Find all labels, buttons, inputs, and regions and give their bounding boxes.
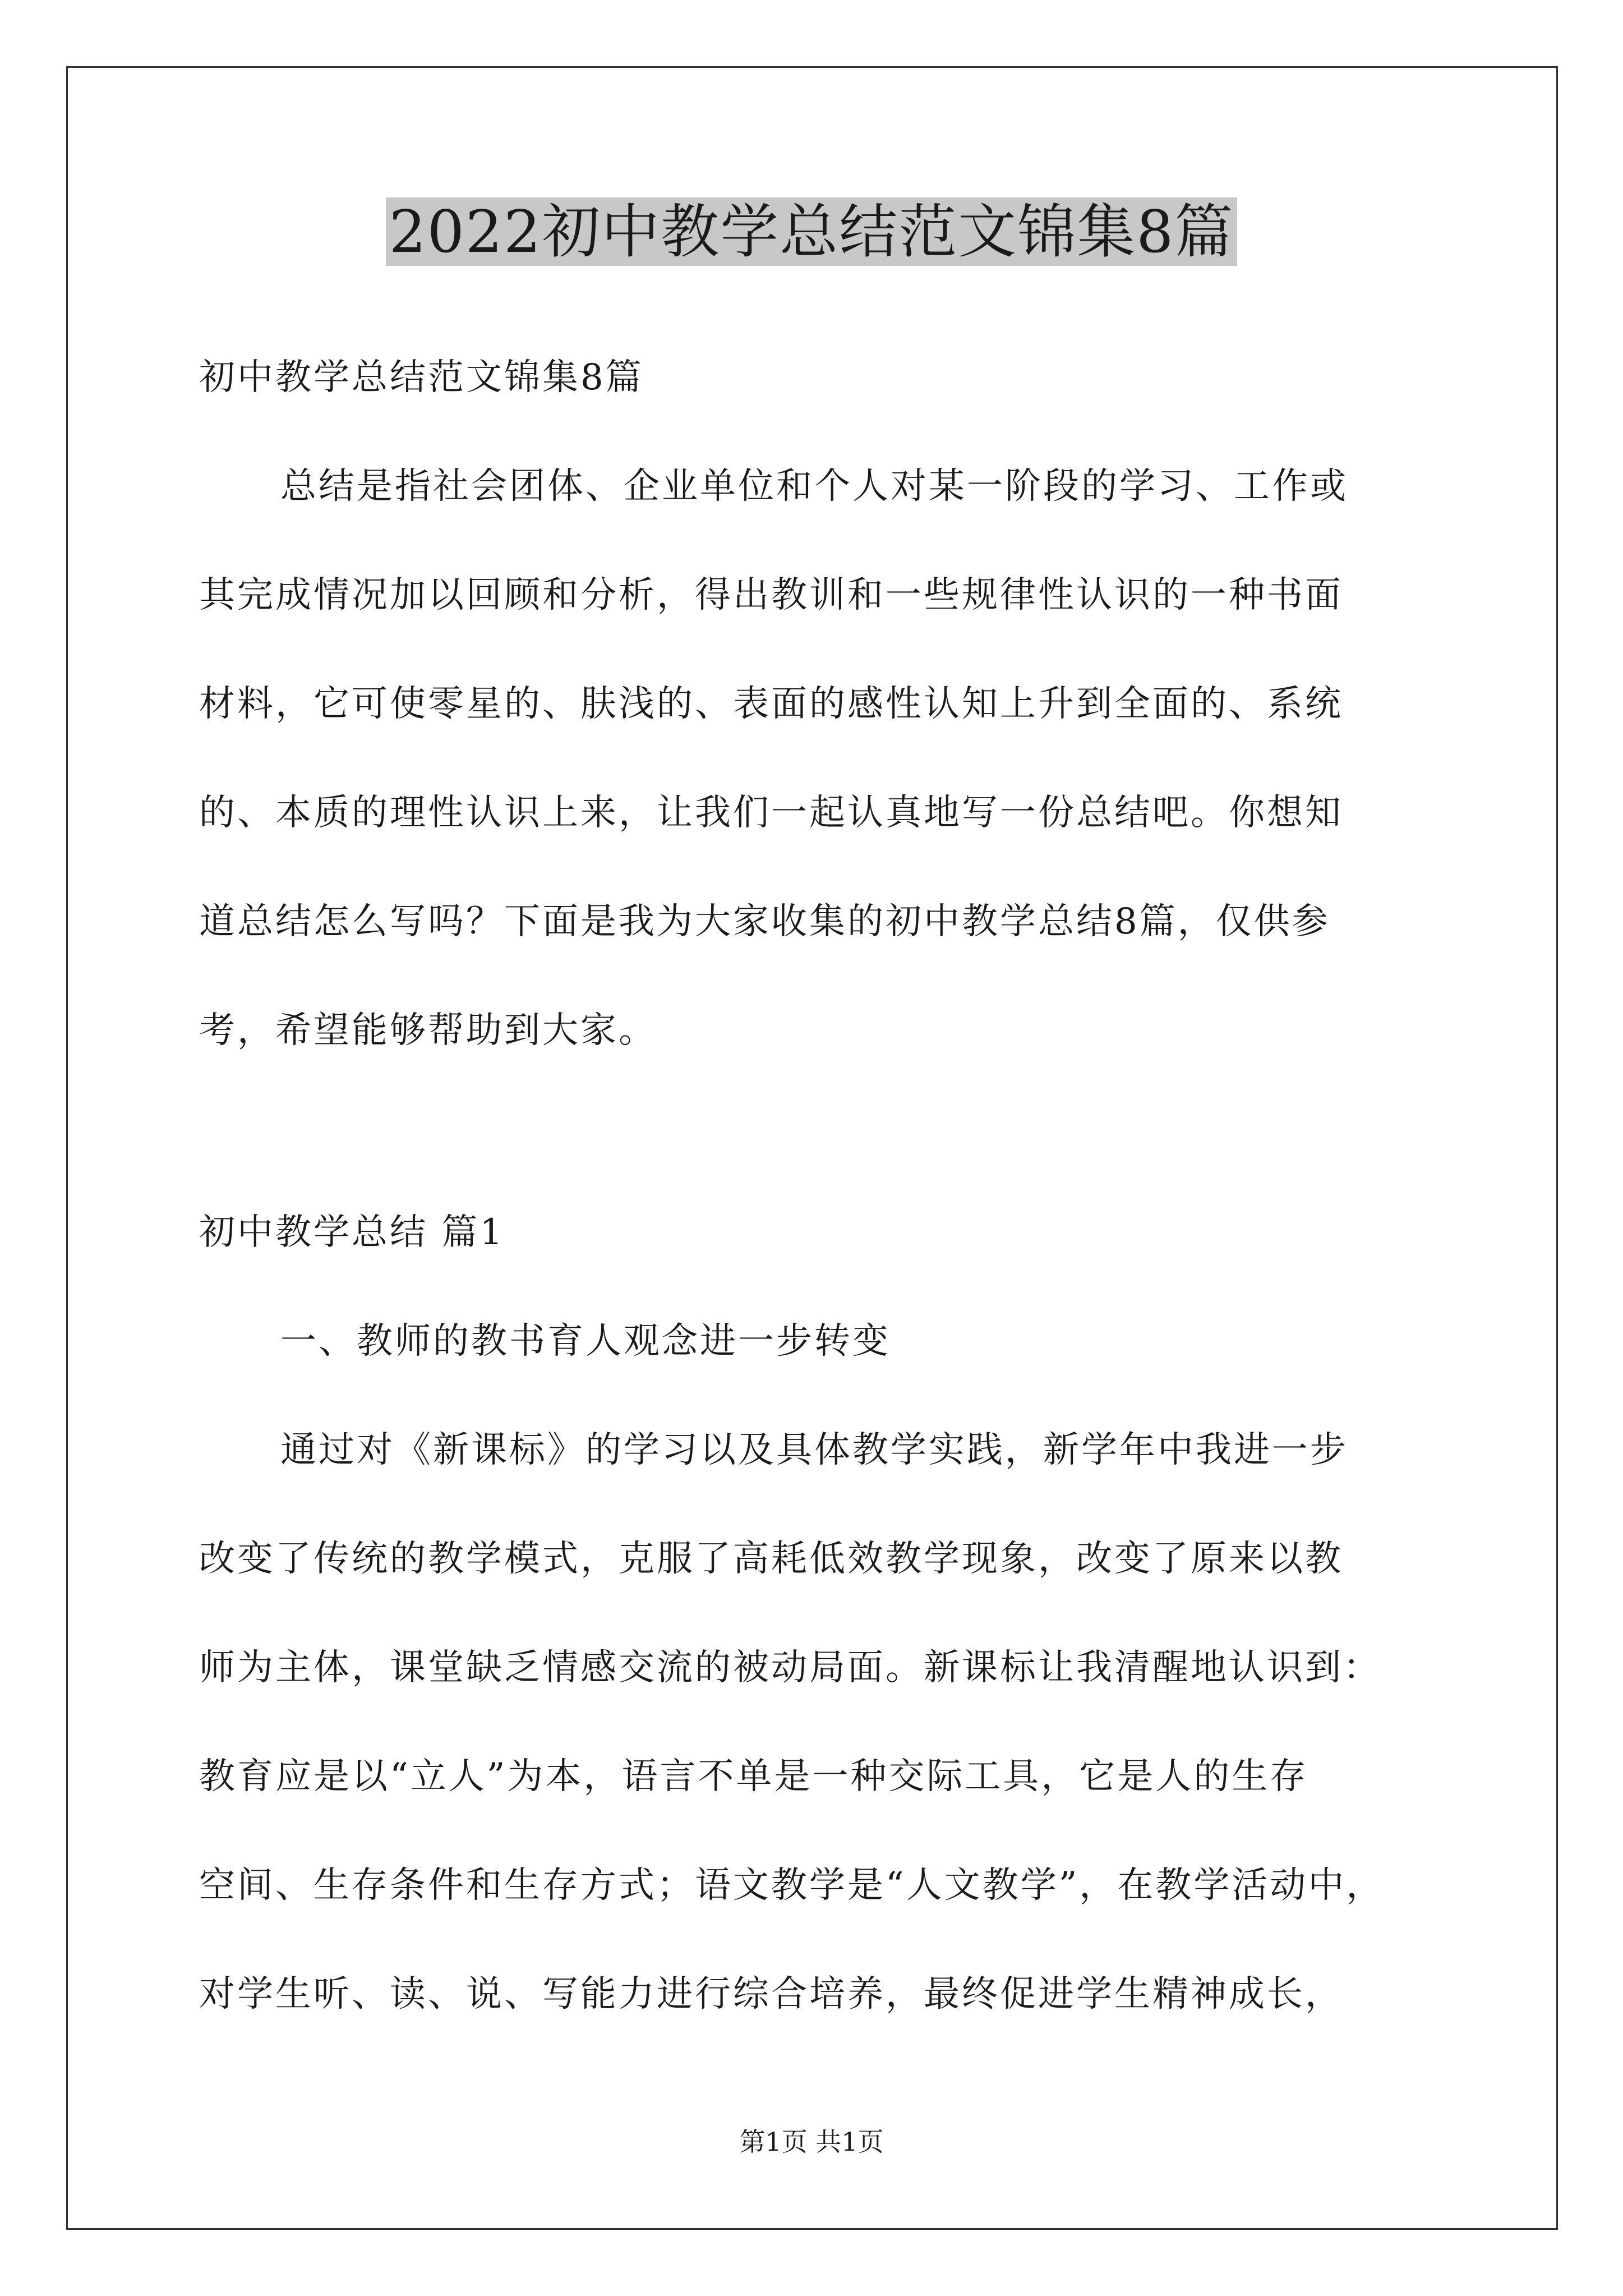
body-line: 通过对《新课标》的学习以及具体教学实践，新学年中我进一步 (280, 1429, 1348, 1471)
body-line: 对学生听、读、说、写能力进行综合培养，最终促进学生精神成长， (199, 1973, 1343, 2015)
page-footer: 第1页 共1页 (739, 2127, 884, 2157)
intro-line: 的、本质的理性认识上来，让我们一起认真地写一份总结吧。你想知 (199, 792, 1343, 834)
body-line: 教育应是以“立人”为本，语言不单是一种交际工具，它是人的生存 (199, 1756, 1308, 1797)
body-line: 改变了传统的教学模式，克服了高耗低效教学现象，改变了原来以教 (199, 1538, 1343, 1580)
intro-line: 材料，它可使零星的、肤浅的、表面的感性认知上升到全面的、系统 (199, 683, 1343, 725)
intro-line: 其完成情况加以回顾和分析，得出教训和一些规律性认识的一种书面 (199, 574, 1343, 616)
intro-line: 总结是指社会团体、企业单位和个人对某一阶段的学习、工作或 (280, 466, 1348, 507)
body-line: 空间、生存条件和生存方式；语文教学是“人文教学”，在教学活动中， (199, 1865, 1385, 1906)
intro-line: 考，希望能够帮助到大家。 (199, 1010, 657, 1051)
section-heading: 初中教学总结 篇1 (199, 1212, 505, 1253)
intro-line: 道总结怎么写吗？下面是我为大家收集的初中教学总结8篇，仅供参 (199, 901, 1330, 942)
document-title (0, 190, 1623, 274)
document-title-text: 2022初中教学总结范文锦集8篇 (386, 197, 1238, 266)
document-subtitle: 初中教学总结范文锦集8篇 (199, 357, 644, 398)
section-subheading: 一、教师的教书育人观念进一步转变 (280, 1320, 891, 1362)
body-line: 师为主体，课堂缺乏情感交流的被动局面。新课标让我清醒地认识到： (199, 1647, 1381, 1688)
